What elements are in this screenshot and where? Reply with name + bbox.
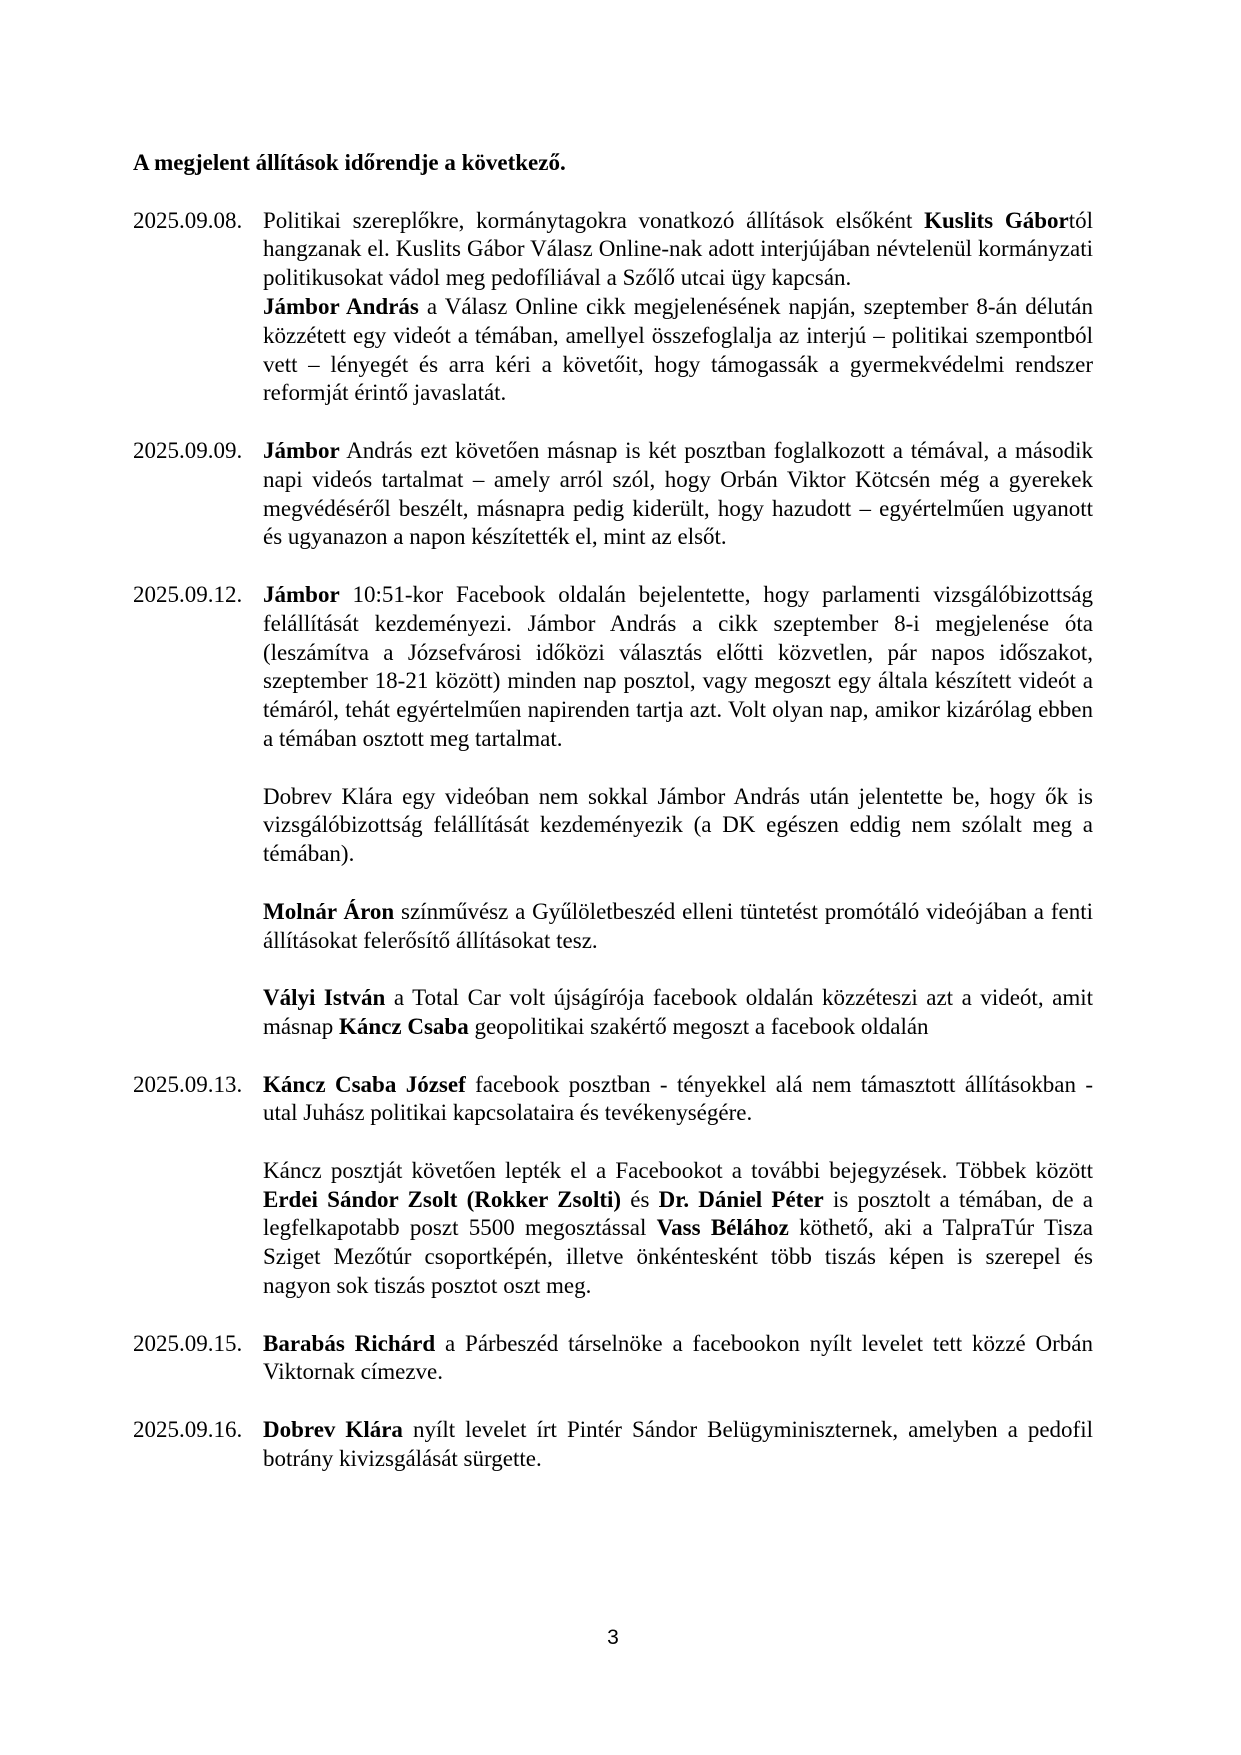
page-number: 3: [607, 1626, 619, 1649]
entry-body: [263, 1416, 1093, 1474]
paragraph: [263, 293, 1093, 408]
text-run: facebook posztban - tényekkel alá nem támasztott állításokban - utal Juhász politikai kapcsolataira és tevékenységére.: [263, 1071, 1093, 1126]
text-run: tól hangzanak el. Kuslits Gábor Válasz Online-nak adott interjújában névtelenül kormányzati politikusokat vádol meg pedofíliával a Szőlő utcai ügy kapcsán.: [263, 207, 1093, 291]
text-run: nyílt levelet írt Pintér Sándor Belügyminiszternek, amelyben a pedofil botrány kivizsgálását sürgette.: [263, 1417, 1093, 1471]
bold-run: Vályi István: [263, 985, 386, 1011]
timeline-entry: [133, 207, 1093, 409]
bold-run: Barabás Richárd: [263, 1330, 436, 1356]
timeline-entry: [133, 581, 1093, 1042]
text-run: a Válasz Online cikk megjelenésének napján, szeptember 8-án délután közzétett egy videót a témában, amellyel összefoglalja az interjú – politikai szempontból vett – lényegét és arra kéri a követőit, hogy támogassák a gyermekvédelmi rendszer reformját érintő javaslatát.: [263, 293, 1093, 406]
text-run: és: [621, 1186, 659, 1212]
entry-body: [263, 581, 1093, 1042]
page-title: A megjelent állítások időrendje a következő.: [133, 150, 566, 175]
bold-run: Jámbor András: [263, 293, 419, 319]
bold-run: Erdei Sándor Zsolt (Rokker Zsolti): [263, 1186, 622, 1212]
text-run: geopolitikai szakértő megoszt a facebook oldalán: [468, 1013, 929, 1039]
bold-run: Jámbor: [263, 437, 340, 463]
timeline-entry: [133, 437, 1093, 552]
text-run: a Total Car volt újságírója facebook oldalán közzéteszi azt a videót, amit másnap: [263, 985, 1093, 1039]
paragraph: [263, 783, 1093, 869]
timeline-entry: [133, 1071, 1093, 1301]
bold-run: Molnár Áron: [263, 898, 395, 924]
text-run: színművész a Gyűlöletbeszéd elleni tüntetést promótáló videójában a fenti állításokat felerősítő állításokat tesz.: [263, 898, 1093, 953]
entry-date: 2025.09.09.: [133, 437, 243, 463]
timeline: [133, 207, 1093, 1474]
timeline-entry: [133, 1330, 1093, 1388]
bold-run: Vass Bélához: [656, 1215, 789, 1241]
text-run: Politikai szereplőkre, kormánytagokra vonatkozó állítások elsőként: [263, 207, 925, 233]
entry-date: 2025.09.08.: [133, 207, 243, 233]
entry-date: 2025.09.12.: [133, 581, 243, 607]
bold-run: Dr. Dániel Péter: [658, 1186, 824, 1212]
paragraph: [263, 207, 1093, 293]
bold-run: Káncz Csaba: [339, 1013, 469, 1039]
bold-run: Kuslits Gábor: [924, 207, 1069, 233]
paragraph: [263, 1330, 1093, 1388]
text-run: Dobrev Klára egy videóban nem sokkal Jámbor András után jelentette be, hogy ők is vizsgálóbizottság felállítását kezdeményezik (a DK egészen eddig nem szólalt meg a témában).: [263, 783, 1093, 867]
entry-body: [263, 207, 1093, 409]
text-run: a Párbeszéd társelnöke a facebookon nyílt levelet tett közzé Orbán Viktornak címezve.: [263, 1330, 1093, 1385]
entry-date: 2025.09.16.: [133, 1417, 243, 1443]
entry-body: [263, 437, 1093, 552]
paragraph: [263, 1071, 1093, 1129]
timeline-entry: [133, 1416, 1093, 1474]
bold-run: Jámbor: [263, 581, 340, 607]
entry-date: 2025.09.15.: [133, 1330, 243, 1356]
text-run: is posztolt a témában, de a legfelkapotabb poszt 5500 megosztással: [263, 1186, 1093, 1241]
text-run: köthető, aki a TalpraTúr Tisza Sziget Mezőtúr csoportképén, illetve önkéntesként több tiszás képen is szerepel és nagyon sok tiszás posztot oszt meg.: [263, 1215, 1093, 1299]
paragraph: [263, 984, 1093, 1042]
paragraph: [263, 1416, 1093, 1474]
text-run: Káncz posztját követően lepték el a Facebookot a további bejegyzések. Többek között: [263, 1157, 1093, 1183]
entry-date: 2025.09.13.: [133, 1071, 243, 1097]
paragraph: [263, 437, 1093, 552]
text-run: 10:51-kor Facebook oldalán bejelentette, hogy parlamenti vizsgálóbizottság felállítását kezdeményezi. Jámbor András a cikk szeptember 8-i megjelenése óta (leszámítva a Józsefvárosi időközi választás előtti közvetlen, pár napos időszakot, szeptember 18-21 között) minden nap posztol, vagy megoszt egy általa készített videót a témáról, tehát egyértelműen napirenden tartja azt. Volt olyan nap, amikor kizárólag ebben a témában osztott meg tartalmat.: [263, 581, 1093, 751]
entry-body: [263, 1330, 1093, 1388]
paragraph: [263, 898, 1093, 956]
bold-run: Dobrev Klára: [263, 1417, 403, 1443]
entry-body: [263, 1071, 1093, 1301]
text-run: András ezt követően másnap is két posztban foglalkozott a témával, a második napi videós tartalmat – amely arról szól, hogy Orbán Viktor Kötcsén még a gyerekek megvédéséről beszélt, másnapra pedig kiderült, hogy hazudott – egyértelműen ugyanott és ugyanazon a napon készítették el, mint az elsőt.: [263, 437, 1093, 550]
paragraph: [263, 581, 1093, 754]
paragraph: [263, 1157, 1093, 1301]
document-content: [133, 149, 1093, 1474]
bold-run: Káncz Csaba József: [263, 1071, 466, 1097]
